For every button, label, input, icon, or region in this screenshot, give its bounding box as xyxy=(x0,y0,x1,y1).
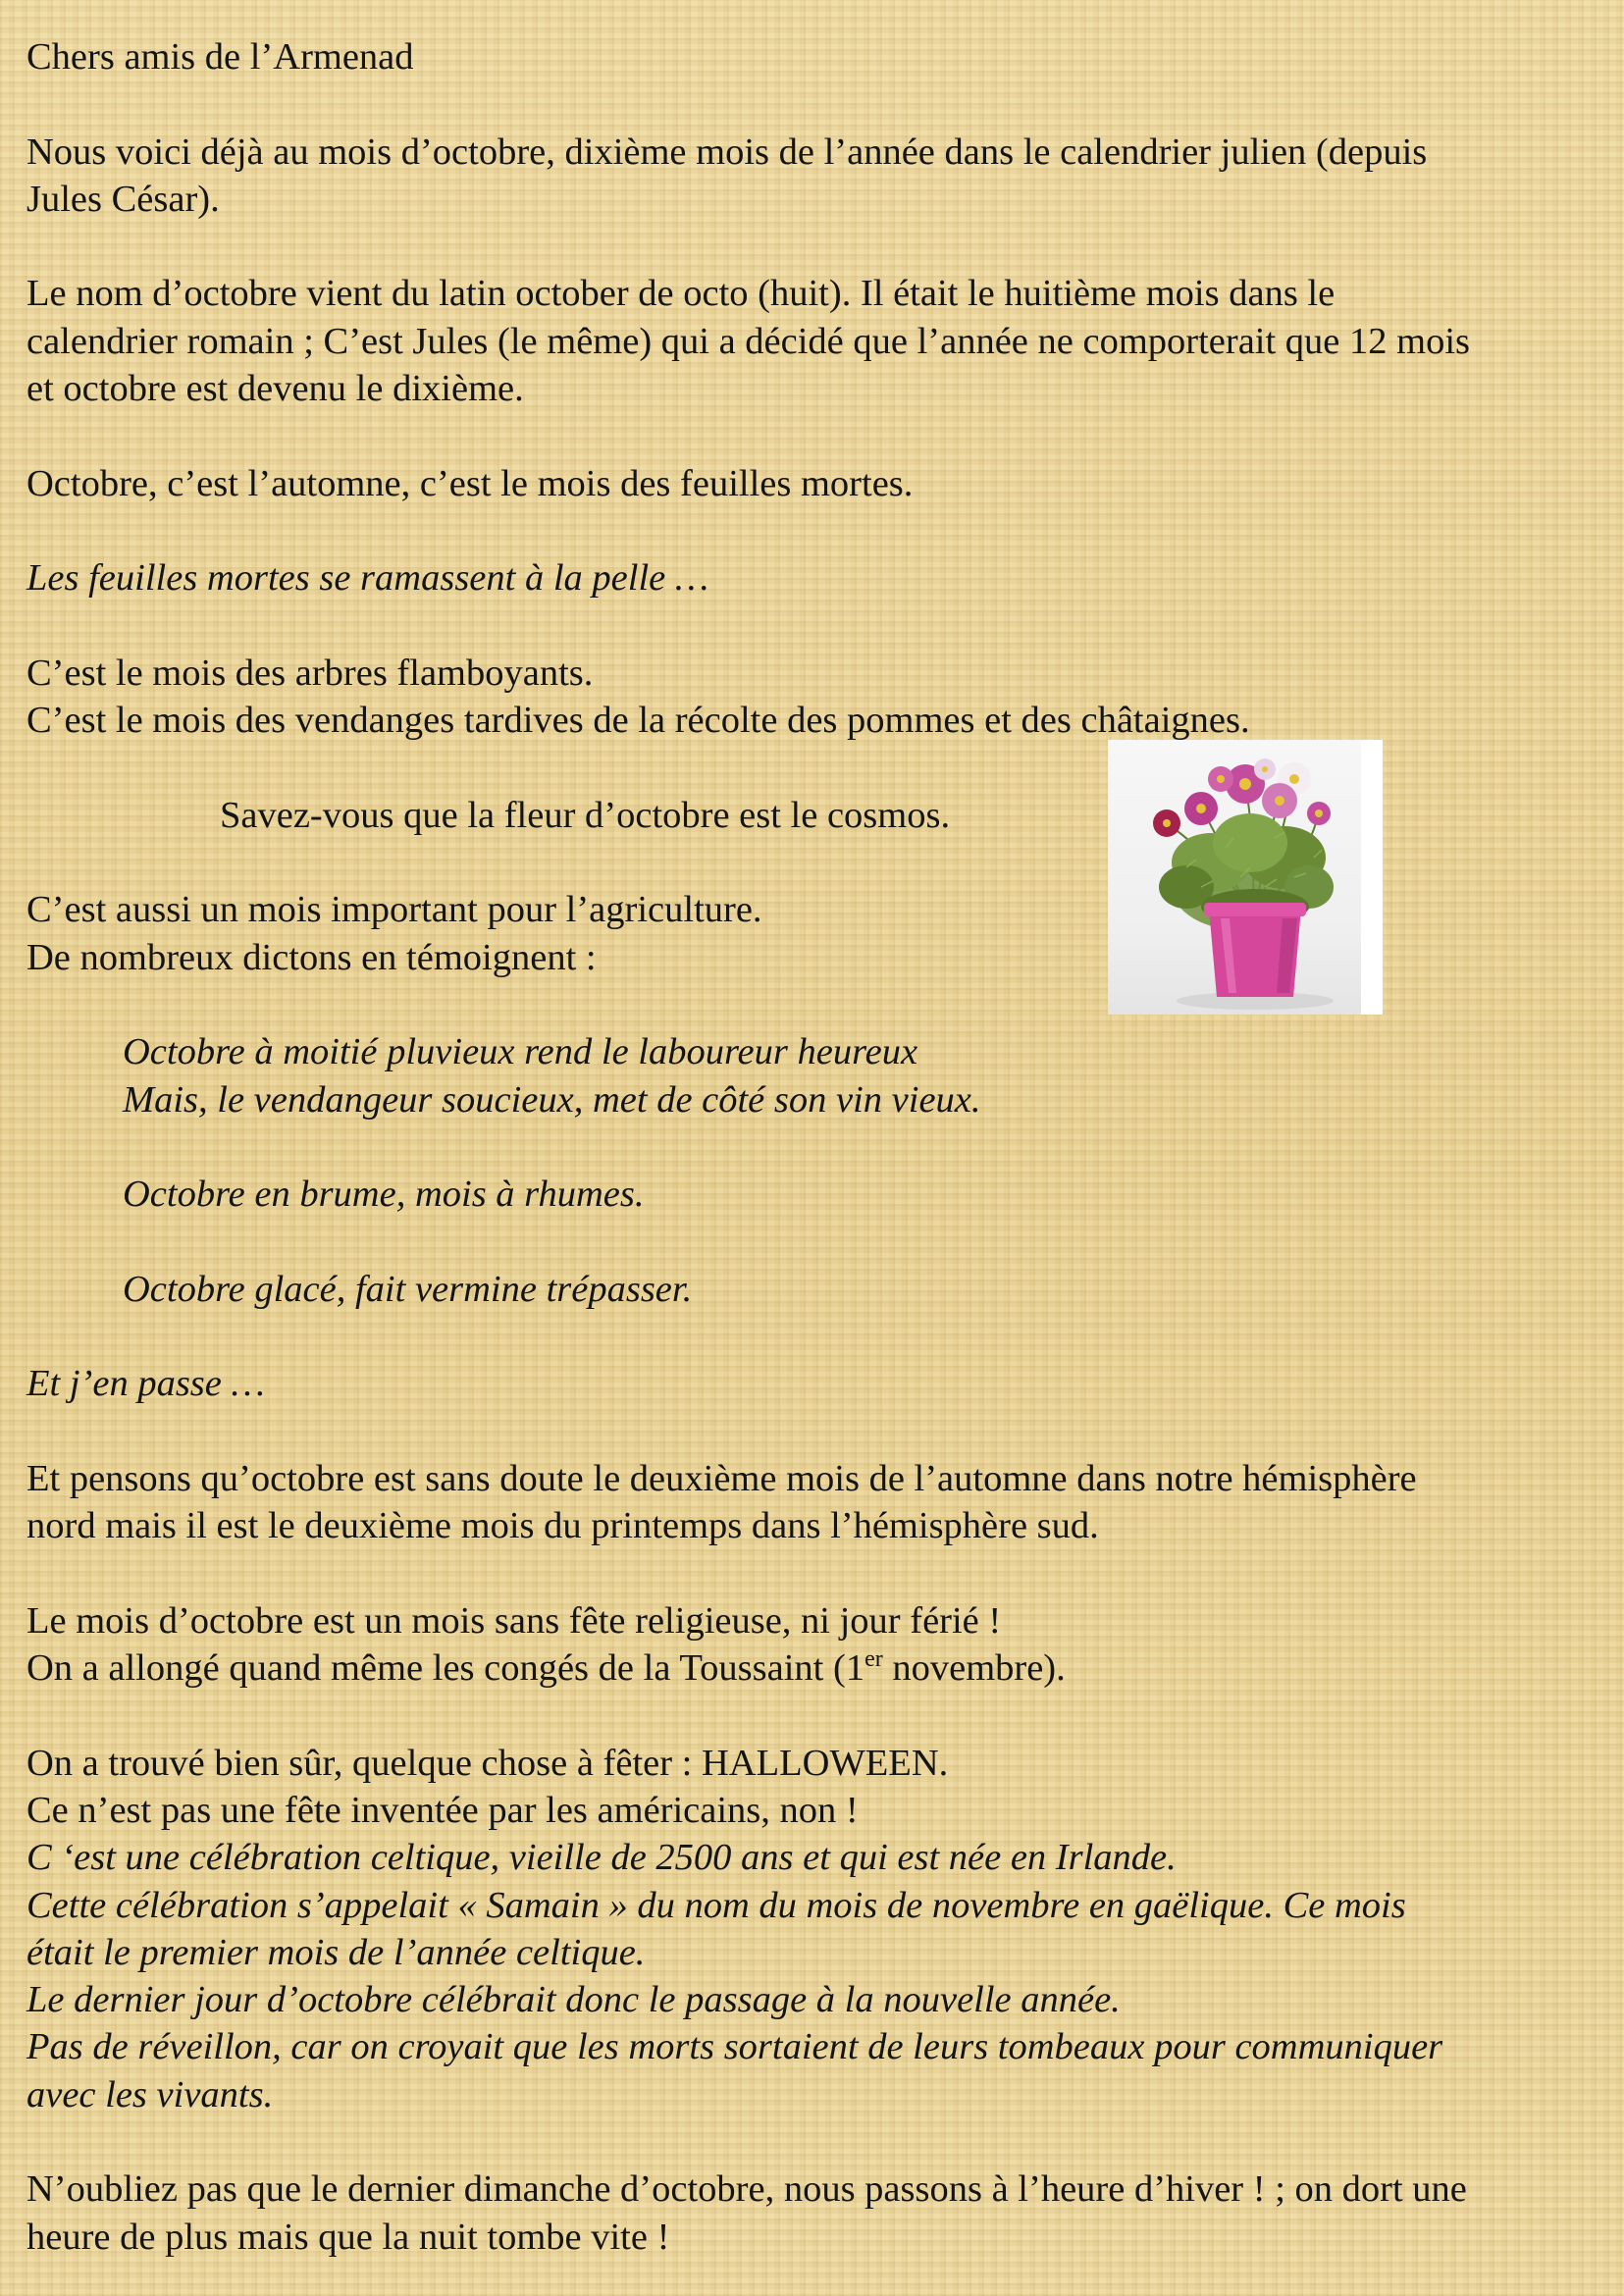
paragraph-2-line-2: calendrier romain ; C’est Jules (le même) qui a décidé que l’année ne comporterait que 12 mois xyxy=(26,320,1471,362)
paragraph-5-line-1: C’est le mois des arbres flamboyants. xyxy=(26,652,594,694)
toussaint-text-a: On a allongé quand même les congés de la Toussaint (1 xyxy=(26,1647,865,1690)
paragraph-10-line-2 xyxy=(26,1644,1606,1692)
paragraph-11-line-7: Pas de réveillon, car on croyait que les morts sortaient de leurs tombeaux pour communiquer xyxy=(26,2026,1443,2068)
paragraph-9-line-1: Et pensons qu’octobre est sans doute le deuxième mois de l’automne dans notre hémisphère xyxy=(26,1457,1417,1499)
paragraph-11-line-5: était le premier mois de l’année celtique. xyxy=(26,1931,646,1973)
greeting: Chers amis de l’Armenad xyxy=(26,36,414,78)
paragraph-2-line-1: Le nom d’octobre vient du latin october de octo (huit). Il était le huitième mois dans le xyxy=(26,273,1336,315)
paragraph-10-line-1: Le mois d’octobre est un mois sans fête religieuse, ni jour férié ! xyxy=(26,1599,1002,1642)
toussaint-superscript: er xyxy=(864,1646,883,1673)
paragraph-8: Et j’en passe … xyxy=(26,1363,265,1405)
paragraph-11-line-8: avec les vivants. xyxy=(26,2073,274,2115)
paragraph-9-line-2: nord mais il est le deuxième mois du printemps dans l’hémisphère sud. xyxy=(26,1505,1099,1547)
paragraph-11-line-1: On a trouvé bien sûr, quelque chose à fêter : HALLOWEEN. xyxy=(26,1742,949,1784)
dicton-3: Octobre glacé, fait vermine trépasser. xyxy=(123,1268,693,1310)
paragraph-7-line-2: De nombreux dictons en témoignent : xyxy=(26,936,597,978)
paragraph-2-line-3: et octobre est devenu le dixième. xyxy=(26,368,524,410)
paragraph-7-line-1: C’est aussi un mois important pour l’agriculture. xyxy=(26,889,762,931)
paragraph-3: Octobre, c’est l’automne, c’est le mois des feuilles mortes. xyxy=(26,462,914,504)
paragraph-6-cosmos: Savez-vous que la fleur d’octobre est le cosmos. xyxy=(220,794,951,836)
letter-body xyxy=(26,33,1606,2261)
paragraph-11-line-3: C ‘est une célébration celtique, vieille de 2500 ans et qui est née en Irlande. xyxy=(26,1837,1177,1879)
dicton-1-line-1: Octobre à moitié pluvieux rend le laboureur heureux xyxy=(123,1031,918,1073)
paragraph-5-line-2: C’est le mois des vendanges tardives de la récolte des pommes et des châtaignes. xyxy=(26,700,1250,742)
paragraph-11-line-4: Cette célébration s’appelait « Samain » du nom du mois de novembre en gaëlique. Ce mois xyxy=(26,1884,1406,1926)
paragraph-11-line-2: Ce n’est pas une fête inventée par les américains, non ! xyxy=(26,1789,859,1831)
paragraph-12-line-2: heure de plus mais que la nuit tombe vite ! xyxy=(26,2216,670,2258)
dicton-1-line-2: Mais, le vendangeur soucieux, met de côté son vin vieux. xyxy=(123,1078,981,1121)
paragraph-12-line-1: N’oubliez pas que le dernier dimanche d’octobre, nous passons à l’heure d’hiver ! ; on dort une xyxy=(26,2168,1467,2211)
dicton-2: Octobre en brume, mois à rhumes. xyxy=(123,1174,645,1216)
toussaint-text-b: novembre). xyxy=(882,1647,1066,1690)
paragraph-1-line-1: Nous voici déjà au mois d’octobre, dixième mois de l’année dans le calendrier julien (depuis xyxy=(26,130,1428,173)
paragraph-4-quote: Les feuilles mortes se ramassent à la pelle … xyxy=(26,557,709,600)
paragraph-11-line-6: Le dernier jour d’octobre célébrait donc le passage à la nouvelle année. xyxy=(26,1979,1121,2021)
paragraph-1-line-2: Jules César). xyxy=(26,178,220,220)
